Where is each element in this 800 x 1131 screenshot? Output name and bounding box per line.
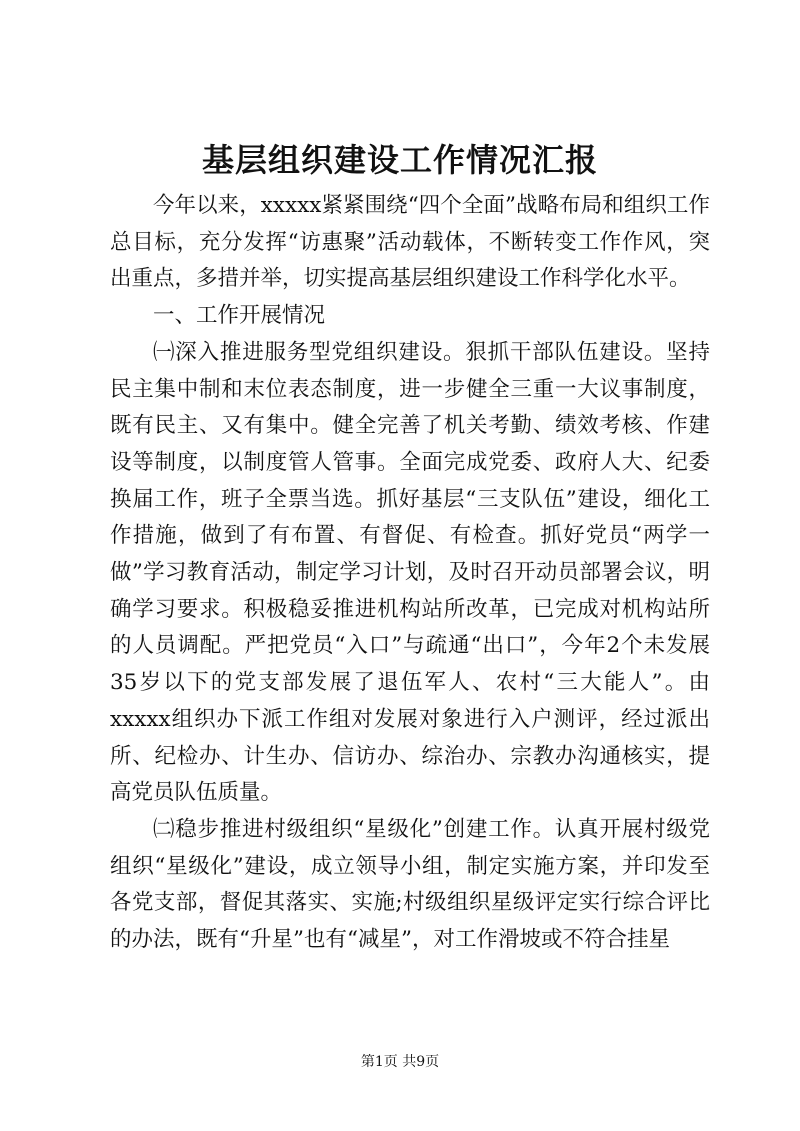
intro-paragraph: 今年以来，xxxxx紧紧围绕“四个全面”战略布局和组织工作总目标，充分发挥“访惠聚”活动载体，不断转变工作作风，突出重点，多措并举，切实提高基层组织建设工作科学化水平。 [110, 193, 710, 292]
document-title: 基层组织建设工作情况汇报 [201, 141, 598, 179]
section-heading: 一、工作开展情况 [153, 303, 326, 329]
body-paragraph: ㈠深入推进服务型党组织建设。狠抓干部队伍建设。坚持民主集中制和末位表态制度，进一步健全三重一大议事制度，既有民主、又有集中。健全完善了机关考勤、绩效考核、作建设等制度，以制度管人管事。全面完成党委、政府人大、纪委换届工作，班子全票当选。抓好基层“三支队伍”建设，细化工作措施，做到了有布置、有督促、有检查。抓好党员“两学一做”学习教育活动，制定学习计划，及时召开动员部署会议，明确学习要求。积极稳妥推进机构站所改革，已完成对机构站所的人员调配。严把党员“入口”与疏通“出口”，今年2个未发展35岁以下的党支部发展了退伍军人、农村“三大能人”。由xxxxx组织办下派工作组对发展对象进行入户测评，经过派出所、纪检办、计生办、信访办、综治办、宗教办沟通核实，提高党员队伍质量。 [110, 339, 710, 806]
page-number-footer: 第1页 共9页 [360, 1054, 440, 1070]
document-body [110, 188, 710, 959]
body-paragraph: ㈡稳步推进村级组织“星级化”创建工作。认真开展村级党组织“星级化”建设，成立领导小组，制定实施方案，并印发至各党支部，督促其落实、实施;村级组织星级评定实行综合评比的办法，既有“升星”也有“减星”，对工作滑坡或不符合挂星 [110, 816, 710, 953]
